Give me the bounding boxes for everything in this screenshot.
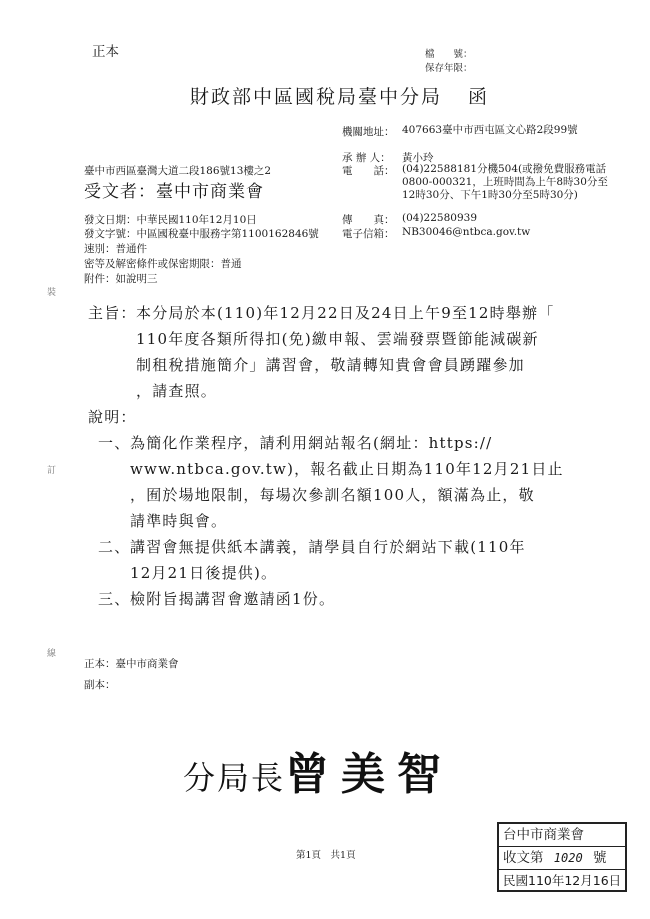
attachment-label: 附件：	[84, 273, 116, 285]
subject-line: ，請查照。	[136, 382, 218, 400]
explanation-line: 為簡化作業程序，請利用網站報名(網址：https://	[130, 434, 493, 452]
subject-line: 制租稅措施簡介」講習會，敬請轉知貴會會員踴躍參加	[136, 356, 525, 374]
phone-row	[342, 163, 617, 202]
date-label: 發文日期：	[84, 214, 137, 226]
subject-label: 主旨：	[88, 304, 137, 322]
stamp-organization: 台中市商業會	[499, 824, 625, 847]
date-value: 中華民國110年12月10日	[136, 214, 257, 226]
recipient-label: 受文者：	[84, 182, 156, 202]
speed-label: 速別：	[84, 243, 116, 255]
stamp-date: 民國110年12月16日	[503, 873, 622, 888]
explanation-line: www.ntbca.gov.tw)，報名截止日期為110年12月21日止	[130, 460, 564, 478]
recipient-row	[84, 177, 264, 202]
binding-mark-3: 線	[47, 649, 57, 659]
document-type: 函	[468, 86, 490, 108]
receipt-stamp	[497, 822, 627, 892]
binding-mark-2: 訂	[47, 466, 57, 476]
explanation-line: ，囿於場地限制，每場次參訓名額100人，額滿為止，敬	[130, 486, 535, 504]
email-value: NB30046@ntbca.gov.tw	[402, 226, 531, 238]
date-row	[84, 212, 257, 227]
recipient-address: 臺中市西區臺灣大道二段186號13樓之2	[84, 165, 272, 177]
attachment-value: 如說明三	[115, 273, 158, 285]
recipient-value: 臺中市商業會	[156, 182, 264, 202]
director-signature	[183, 738, 453, 802]
fax-label: 傳 真：	[342, 214, 395, 226]
handler-label: 承 辦 人：	[342, 152, 391, 164]
stamp-receipt-number: 1020	[553, 851, 583, 865]
handler-value: 黃小玲	[402, 152, 434, 164]
secrecy-label: 密等及解密條件或保密期限：	[84, 258, 221, 270]
signature-title: 分局長	[183, 759, 286, 797]
phone-value: (04)22588181分機504(或撥免費服務電話0800-000321，上班時間為上午8時30分至12時30分、下午1時30分至5時30分)	[402, 163, 608, 201]
speed-row	[84, 241, 147, 256]
email-row	[342, 226, 612, 241]
doc-number-label: 發文字號：	[84, 228, 137, 240]
explanation-line: 講習會無提供紙本講義，請學員自行於網站下載(110年	[130, 538, 526, 556]
signature-name: 曾美智	[285, 749, 454, 800]
explanation-line: 請準時與會。	[130, 512, 228, 530]
address-row	[342, 124, 612, 139]
attachment-row	[84, 271, 158, 286]
speed-value: 普通件	[115, 243, 147, 255]
doc-number-row	[84, 226, 319, 241]
explanation-line: 檢附旨揭講習會邀請函1份。	[130, 590, 336, 608]
fax-row	[342, 212, 612, 227]
explanation-item-number: 二、	[98, 538, 131, 556]
doc-number-value: 中區國稅臺中服務字第1100162846號	[136, 228, 319, 240]
secrecy-row	[84, 256, 242, 271]
page-number: 第1頁 共1頁	[296, 850, 356, 861]
stamp-receipt-label: 收文第	[503, 850, 544, 866]
explanation-line: 12月21日後提供)。	[130, 564, 278, 582]
page-title: 財政部中區國稅局臺中分局	[190, 86, 443, 108]
explanation-item-number: 一、	[98, 434, 131, 452]
copy-recipient-label: 副本：	[84, 679, 116, 691]
stamp-receipt-row	[499, 847, 625, 870]
original-copy-label: 正本	[92, 44, 119, 60]
file-number-label: 檔 號：	[425, 49, 473, 60]
secrecy-value: 普通	[220, 258, 242, 270]
address-label: 機關地址：	[342, 126, 395, 138]
address-value: 407663臺中市西屯區文心路2段99號	[402, 124, 578, 136]
phone-label: 電 話：	[342, 165, 395, 177]
explanation-item-number: 三、	[98, 590, 131, 608]
email-label: 電子信箱：	[342, 228, 395, 240]
stamp-receipt-suffix: 號	[593, 850, 607, 866]
subject-line: 110年度各類所得扣(免)繳申報、雲端發票暨節能減碳新	[136, 330, 539, 348]
subject-line: 本分局於本(110)年12月22日及24日上午9至12時舉辦「	[136, 304, 555, 322]
original-recipient-row	[84, 656, 179, 671]
original-recipient-value: 臺中市商業會	[115, 658, 179, 670]
original-recipient-label: 正本：	[84, 658, 116, 670]
explanation-label: 說明：	[88, 408, 137, 426]
retention-period-label: 保存年限：	[425, 63, 473, 74]
binding-mark-1: 裝	[47, 288, 57, 298]
fax-value: (04)22580939	[402, 212, 477, 224]
